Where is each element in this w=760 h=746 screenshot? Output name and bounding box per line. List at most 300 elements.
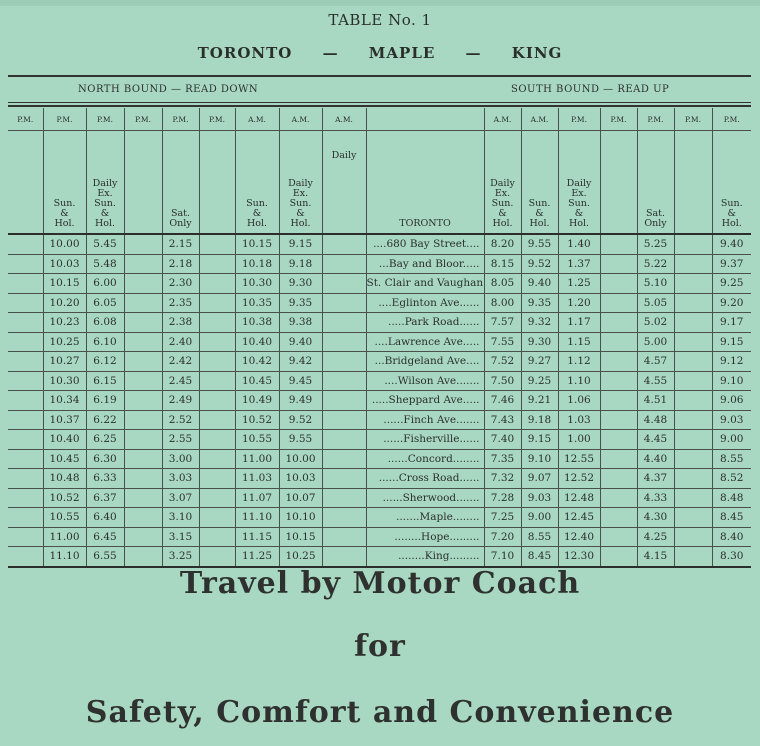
table-row (8, 234, 751, 254)
time-cell: 10.45 (235, 371, 279, 391)
time-cell (124, 449, 162, 469)
ampm-cell: P.M. (8, 108, 43, 131)
time-cell: 9.06 (712, 391, 751, 411)
time-cell: 2.15 (162, 234, 199, 254)
time-cell: 1.00 (558, 430, 600, 450)
column-header-line: Sun. (53, 198, 76, 209)
time-cell: 8.40 (712, 527, 751, 547)
column-header-line: Hol. (721, 218, 742, 229)
time-cell (199, 449, 235, 469)
route-stop-king: KING (511, 44, 563, 62)
column-header-line: & (727, 208, 736, 219)
time-cell: 2.45 (162, 371, 199, 391)
time-cell: 10.35 (235, 293, 279, 313)
time-cell (124, 332, 162, 352)
time-cell: 2.30 (162, 274, 199, 294)
time-cell: 2.18 (162, 254, 199, 274)
time-cell: 2.35 (162, 293, 199, 313)
time-cell: 4.45 (637, 430, 674, 450)
time-cell (674, 488, 712, 508)
column-header-line: Sun. (720, 198, 743, 209)
column-header-line: Sun. (528, 198, 551, 209)
time-cell: 2.42 (162, 352, 199, 372)
route-separator: — (322, 44, 339, 62)
time-cell: 10.37 (43, 410, 86, 430)
column-header-line: & (60, 208, 69, 219)
time-cell: 8.20 (484, 234, 521, 254)
time-cell: 9.55 (521, 234, 558, 254)
time-cell: 3.00 (162, 449, 199, 469)
ampm-cell: A.M. (322, 108, 366, 131)
time-cell: 12.48 (558, 488, 600, 508)
time-cell: 7.40 (484, 430, 521, 450)
column-header-line: Hol. (568, 218, 590, 229)
column-header-line: Sun. (246, 198, 268, 209)
page-top-edge (0, 0, 760, 6)
time-cell (600, 234, 637, 254)
ampm-cell: P.M. (86, 108, 124, 131)
time-cell: 10.55 (43, 508, 86, 528)
table-row (8, 410, 751, 430)
time-cell (600, 293, 637, 313)
column-header (86, 131, 124, 235)
time-cell: 9.30 (521, 332, 558, 352)
time-cell (8, 449, 43, 469)
ampm-cell: A.M. (235, 108, 279, 131)
time-cell: 10.23 (43, 313, 86, 333)
column-header-line: Sat. (645, 208, 665, 219)
time-cell (8, 469, 43, 489)
column-header (235, 131, 279, 235)
time-cell: 9.45 (279, 371, 322, 391)
time-cell (8, 234, 43, 254)
time-cell (600, 430, 637, 450)
time-cell: 11.00 (235, 449, 279, 469)
station-name: ....Lawrence Ave..... (366, 332, 484, 352)
time-cell: 12.55 (558, 449, 600, 469)
column-header-line: Only (644, 218, 667, 229)
column-header-line: Sun. (94, 198, 116, 209)
time-cell (600, 469, 637, 489)
time-cell (8, 352, 43, 372)
column-header-line: Hol. (290, 218, 311, 229)
time-cell: 5.48 (86, 254, 124, 274)
time-cell: 11.10 (235, 508, 279, 528)
time-cell: 5.45 (86, 234, 124, 254)
time-cell: 1.37 (558, 254, 600, 274)
time-cell (600, 352, 637, 372)
time-cell (124, 274, 162, 294)
time-cell: 3.03 (162, 469, 199, 489)
time-cell: 7.28 (484, 488, 521, 508)
time-cell: 5.25 (637, 234, 674, 254)
header-rule-thick (8, 105, 751, 107)
time-cell (199, 352, 235, 372)
time-cell (322, 547, 366, 567)
ampm-cell: A.M. (484, 108, 521, 131)
time-cell: 11.25 (235, 547, 279, 567)
station-name: ......Finch Ave....... (366, 410, 484, 430)
time-cell (322, 410, 366, 430)
time-cell (322, 488, 366, 508)
time-cell (600, 449, 637, 469)
time-cell: 6.19 (86, 391, 124, 411)
time-cell: 9.25 (521, 371, 558, 391)
column-header (366, 131, 484, 235)
ampm-cell: P.M. (43, 108, 86, 131)
time-cell (8, 391, 43, 411)
time-cell: 10.03 (43, 254, 86, 274)
time-cell: 6.45 (86, 527, 124, 547)
time-cell (674, 547, 712, 567)
time-cell (322, 391, 366, 411)
time-cell (124, 469, 162, 489)
time-cell: 10.40 (235, 332, 279, 352)
time-cell (674, 234, 712, 254)
time-cell (674, 430, 712, 450)
table-row (8, 449, 751, 469)
ampm-cell: P.M. (199, 108, 235, 131)
time-cell: 6.15 (86, 371, 124, 391)
time-cell: 7.52 (484, 352, 521, 372)
time-cell: 9.40 (521, 274, 558, 294)
time-cell: 6.05 (86, 293, 124, 313)
time-cell: 8.30 (712, 547, 751, 567)
ampm-cell: P.M. (674, 108, 712, 131)
time-cell: 9.55 (279, 430, 322, 450)
time-cell: 1.12 (558, 352, 600, 372)
time-cell (322, 234, 366, 254)
time-cell: 9.49 (279, 391, 322, 411)
time-cell (674, 449, 712, 469)
ampm-cell: P.M. (162, 108, 199, 131)
time-cell: 4.51 (637, 391, 674, 411)
time-cell (600, 391, 637, 411)
time-cell: 9.21 (521, 391, 558, 411)
time-cell (199, 371, 235, 391)
time-cell: 7.46 (484, 391, 521, 411)
time-cell (674, 332, 712, 352)
slogan-line-2: for (354, 629, 406, 664)
time-cell (600, 313, 637, 333)
table-title: TABLE No. 1 (328, 11, 432, 29)
time-cell (199, 391, 235, 411)
south-bound-label: SOUTH BOUND — READ UP (511, 84, 670, 95)
route-separator: — (465, 44, 482, 62)
time-cell (322, 469, 366, 489)
ampm-cell: P.M. (712, 108, 751, 131)
time-cell: 2.40 (162, 332, 199, 352)
column-header (674, 131, 712, 235)
column-header (124, 131, 162, 235)
time-cell (8, 293, 43, 313)
time-cell: 6.37 (86, 488, 124, 508)
time-cell (674, 469, 712, 489)
column-header-line: Ex. (292, 188, 309, 199)
station-name: ...Bay and Bloor..... (366, 254, 484, 274)
time-cell: 10.45 (43, 449, 86, 469)
time-cell: 10.52 (43, 488, 86, 508)
time-cell (322, 371, 366, 391)
station-name: ......Concord........ (366, 449, 484, 469)
time-cell: 6.12 (86, 352, 124, 372)
time-cell: 12.40 (558, 527, 600, 547)
time-cell: 7.25 (484, 508, 521, 528)
column-header-line: & (498, 208, 507, 219)
time-cell (322, 527, 366, 547)
time-cell (600, 371, 637, 391)
time-cell: 10.03 (279, 469, 322, 489)
time-cell (8, 430, 43, 450)
time-cell: 8.00 (484, 293, 521, 313)
time-cell: 10.15 (43, 274, 86, 294)
time-cell (674, 254, 712, 274)
time-cell: 10.48 (43, 469, 86, 489)
time-cell: 4.15 (637, 547, 674, 567)
time-cell (8, 547, 43, 567)
time-cell: 1.06 (558, 391, 600, 411)
time-cell: 5.05 (637, 293, 674, 313)
time-cell: 4.33 (637, 488, 674, 508)
time-cell (322, 430, 366, 450)
time-cell: 9.15 (712, 332, 751, 352)
column-header (199, 131, 235, 235)
time-cell: 4.40 (637, 449, 674, 469)
time-cell: 4.30 (637, 508, 674, 528)
time-cell (322, 254, 366, 274)
time-cell: 5.00 (637, 332, 674, 352)
slogan-line-3: Safety, Comfort and Convenience (85, 695, 675, 730)
time-cell: 7.10 (484, 547, 521, 567)
time-cell: 10.42 (235, 352, 279, 372)
time-cell: 2.49 (162, 391, 199, 411)
column-header-line: & (574, 208, 584, 219)
time-cell: 6.08 (86, 313, 124, 333)
time-cell: 10.27 (43, 352, 86, 372)
column-header (279, 131, 322, 235)
column-header-line: Ex. (97, 188, 113, 199)
time-cell (124, 430, 162, 450)
time-cell: 7.55 (484, 332, 521, 352)
time-cell: 10.25 (279, 547, 322, 567)
time-cell: 4.48 (637, 410, 674, 430)
time-cell: 9.15 (279, 234, 322, 254)
time-cell: 9.27 (521, 352, 558, 372)
time-cell: 10.30 (235, 274, 279, 294)
station-name: .....Sheppard Ave..... (366, 391, 484, 411)
time-cell (674, 391, 712, 411)
station-name: St. Clair and Vaughan (366, 274, 484, 294)
station-name: ........King......... (366, 547, 484, 567)
table-row (8, 469, 751, 489)
time-cell (674, 313, 712, 333)
time-cell: 10.40 (43, 430, 86, 450)
time-cell: 2.55 (162, 430, 199, 450)
time-cell: 7.35 (484, 449, 521, 469)
time-cell (124, 234, 162, 254)
column-header (162, 131, 199, 235)
time-cell: 9.07 (521, 469, 558, 489)
time-cell (199, 254, 235, 274)
time-cell: 8.45 (521, 547, 558, 567)
column-header-line: Hol. (94, 218, 116, 229)
time-cell: 9.40 (712, 234, 751, 254)
time-cell: 9.40 (279, 332, 322, 352)
time-cell: 10.30 (43, 371, 86, 391)
time-cell (199, 547, 235, 567)
time-cell (674, 410, 712, 430)
column-header-line: Only (169, 218, 192, 229)
time-cell: 7.50 (484, 371, 521, 391)
time-cell: 9.00 (712, 430, 751, 450)
time-cell: 10.00 (43, 234, 86, 254)
station-name: ......Sherwood....... (366, 488, 484, 508)
time-cell (8, 488, 43, 508)
time-cell (322, 274, 366, 294)
time-cell: 6.10 (86, 332, 124, 352)
column-header-line: Daily (490, 178, 515, 189)
time-cell: 9.52 (279, 410, 322, 430)
time-cell (674, 527, 712, 547)
time-cell: 7.43 (484, 410, 521, 430)
time-cell: 7.32 (484, 469, 521, 489)
station-name: .....Park Road...... (366, 313, 484, 333)
time-cell: 9.35 (279, 293, 322, 313)
time-cell (199, 430, 235, 450)
time-cell: 11.03 (235, 469, 279, 489)
column-header-line: Hol. (54, 218, 75, 229)
column-header-line: & (296, 208, 305, 219)
time-cell (322, 332, 366, 352)
time-cell (8, 254, 43, 274)
time-cell (674, 508, 712, 528)
time-cell: 9.00 (521, 508, 558, 528)
time-cell: 4.55 (637, 371, 674, 391)
station-name: ........Hope......... (366, 527, 484, 547)
time-cell: 11.10 (43, 547, 86, 567)
time-cell (600, 488, 637, 508)
time-cell: 10.49 (235, 391, 279, 411)
time-cell (322, 449, 366, 469)
time-cell (124, 352, 162, 372)
table-row (8, 254, 751, 274)
column-header-line: & (252, 208, 262, 219)
time-cell: 9.30 (279, 274, 322, 294)
ampm-cell: P.M. (600, 108, 637, 131)
time-cell: 12.52 (558, 469, 600, 489)
time-cell: 5.10 (637, 274, 674, 294)
time-cell (322, 352, 366, 372)
time-cell (124, 527, 162, 547)
time-cell: 1.17 (558, 313, 600, 333)
time-cell: 9.38 (279, 313, 322, 333)
time-cell: 2.52 (162, 410, 199, 430)
time-cell: 3.10 (162, 508, 199, 528)
column-header-line: Sun. (491, 198, 514, 209)
column-header (712, 131, 751, 235)
column-header (600, 131, 637, 235)
time-cell: 1.20 (558, 293, 600, 313)
time-cell (600, 547, 637, 567)
column-header (558, 131, 600, 235)
time-cell: 4.57 (637, 352, 674, 372)
time-cell: 10.55 (235, 430, 279, 450)
column-header-line: Hol. (492, 218, 513, 229)
route-stop-maple: MAPLE (368, 44, 436, 62)
time-cell: 5.02 (637, 313, 674, 333)
column-header (484, 131, 521, 235)
table-row (8, 488, 751, 508)
north-bound-label: NORTH BOUND — READ DOWN (78, 84, 259, 95)
table-row (8, 332, 751, 352)
time-cell (199, 527, 235, 547)
time-cell (322, 293, 366, 313)
time-cell (8, 371, 43, 391)
time-cell: 9.37 (712, 254, 751, 274)
time-cell: 3.07 (162, 488, 199, 508)
time-cell (124, 410, 162, 430)
ampm-cell: P.M. (637, 108, 674, 131)
station-name: ....Eglinton Ave...... (366, 293, 484, 313)
time-cell (124, 508, 162, 528)
table-row (8, 274, 751, 294)
time-cell (674, 352, 712, 372)
time-cell (674, 293, 712, 313)
time-cell: 8.15 (484, 254, 521, 274)
time-cell: 11.07 (235, 488, 279, 508)
time-cell (8, 332, 43, 352)
table-row (8, 430, 751, 450)
table-row (8, 352, 751, 372)
time-cell (674, 274, 712, 294)
time-cell: 10.15 (279, 527, 322, 547)
header-rule (8, 102, 751, 103)
time-cell: 6.40 (86, 508, 124, 528)
time-cell: 9.25 (712, 274, 751, 294)
column-header (521, 131, 558, 235)
time-cell: 8.52 (712, 469, 751, 489)
time-cell: 6.33 (86, 469, 124, 489)
time-cell: 8.05 (484, 274, 521, 294)
column-header-line: & (100, 208, 110, 219)
column-header-line: Sun. (289, 198, 312, 209)
time-cell (8, 508, 43, 528)
time-cell (322, 313, 366, 333)
time-cell: 4.37 (637, 469, 674, 489)
station-name: ...Bridgeland Ave.... (366, 352, 484, 372)
column-header-line: Ex. (571, 188, 587, 199)
time-cell: 9.03 (712, 410, 751, 430)
column-header-line: TORONTO (399, 218, 451, 229)
table-row (8, 547, 751, 567)
time-cell: 11.00 (43, 527, 86, 547)
ampm-cell: A.M. (521, 108, 558, 131)
time-cell: 3.25 (162, 547, 199, 567)
time-cell (124, 371, 162, 391)
time-cell: 1.15 (558, 332, 600, 352)
station-name: .......Maple........ (366, 508, 484, 528)
column-header-line: Ex. (494, 188, 511, 199)
time-cell: 6.00 (86, 274, 124, 294)
time-cell: 10.15 (235, 234, 279, 254)
time-cell (199, 488, 235, 508)
time-cell: 10.18 (235, 254, 279, 274)
time-cell: 6.30 (86, 449, 124, 469)
time-cell (600, 332, 637, 352)
time-cell: 10.20 (43, 293, 86, 313)
column-header-line: Sat. (170, 208, 190, 219)
column-header-line: & (535, 208, 544, 219)
